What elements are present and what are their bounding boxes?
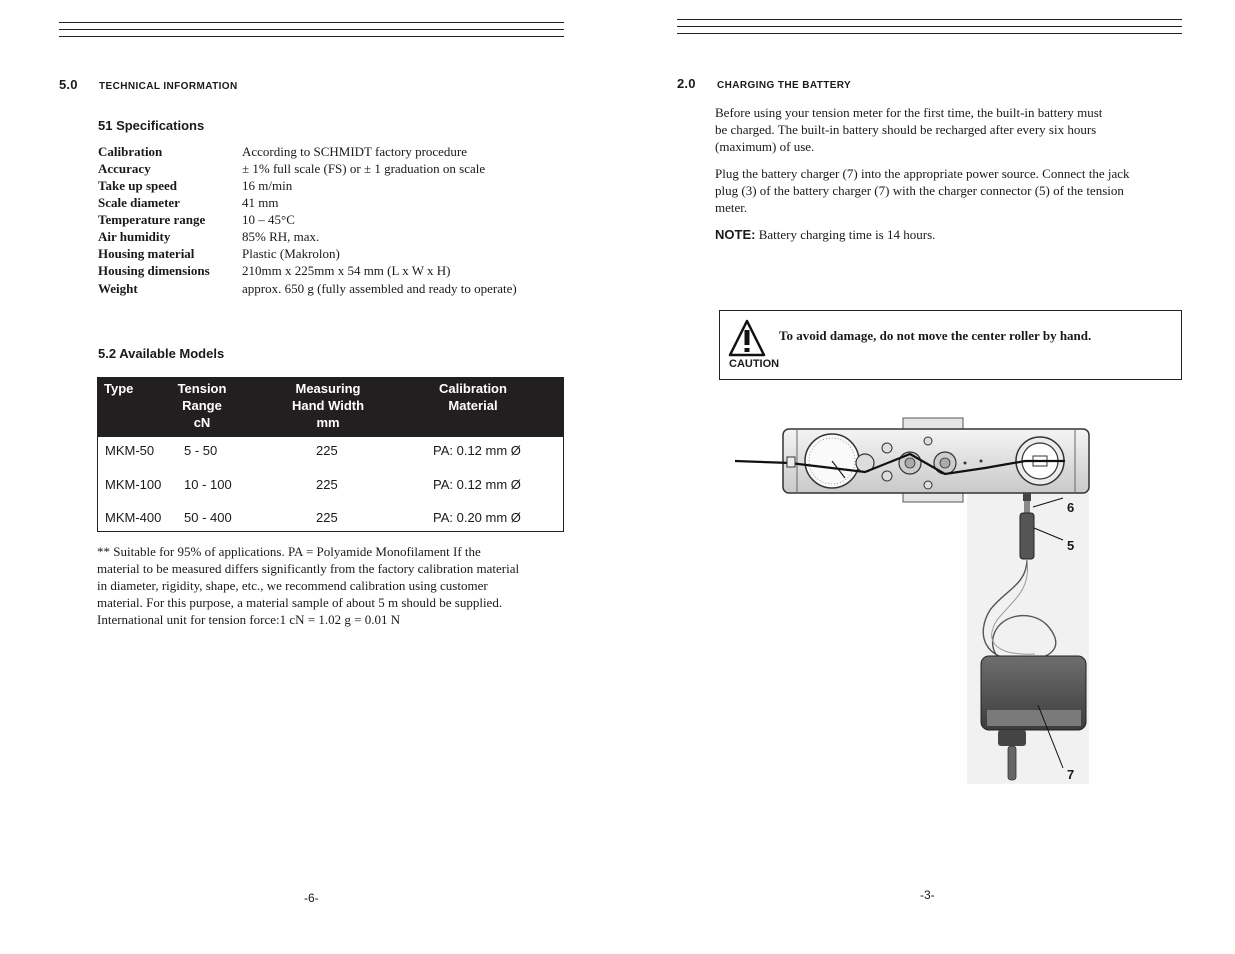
cell-material: PA: 0.12 mm Ø	[433, 443, 521, 458]
header-line: Type	[104, 381, 134, 396]
footnote-line: International unit for tension force:1 cN = 1.02 g = 0.01 N	[97, 612, 401, 627]
section-title: CHARGING THE BATTERY	[717, 80, 852, 91]
paragraph-line: (maximum) of use.	[715, 139, 815, 154]
spec-label: Take up speed	[98, 178, 177, 193]
spec-label: Accuracy	[98, 161, 151, 176]
paragraph-line: plug (3) of the battery charger (7) with the charger connector (5) of the tension	[715, 183, 1124, 198]
header-line: Tension	[177, 381, 227, 396]
spec-value: 16 m/min	[242, 178, 293, 193]
header-line: cN	[193, 415, 211, 430]
header-rule	[59, 29, 564, 30]
models-heading: 5.2 Available Models	[98, 346, 225, 361]
section-number: 5.0	[59, 77, 78, 92]
spec-label: Housing material	[98, 246, 195, 261]
callout-label: 5	[1067, 538, 1075, 553]
header-rule	[59, 22, 564, 23]
paragraph-line: Plug the battery charger (7) into the appropriate power source. Connect the jack	[715, 166, 1130, 181]
caution-box	[719, 310, 1182, 380]
caution-label: CAUTION	[729, 358, 780, 370]
spec-label: Housing dimensions	[98, 263, 210, 278]
cell-range: 5 - 50	[184, 443, 218, 458]
header-line: Calibration	[439, 381, 507, 396]
cell-type: MKM-50	[105, 443, 155, 458]
header-cell-hand-width	[273, 380, 383, 431]
spec-value: 210mm x 225mm x 54 mm (L x W x H)	[242, 263, 451, 278]
spec-value: 85% RH, max.	[242, 229, 320, 244]
cell-type: MKM-100	[105, 477, 162, 492]
section-heading	[677, 76, 851, 91]
section-heading	[59, 77, 238, 92]
cell-width: 225	[316, 510, 338, 525]
cell-range: 10 - 100	[184, 477, 232, 492]
cell-width: 225	[316, 443, 338, 458]
spec-value: 10 – 45°C	[242, 212, 295, 227]
caution-message: To avoid damage, do not move the center roller by hand.	[779, 328, 1092, 343]
models-table	[97, 377, 564, 532]
footnote-line: material. For this purpose, a material sample of about 5 m should be supplied.	[97, 595, 503, 610]
footnote-line: material to be measured differs significantly from the factory calibration material	[97, 561, 520, 576]
warning-triangle-icon	[727, 318, 767, 358]
spec-label: Temperature range	[98, 212, 206, 227]
footnote-line: ** Suitable for 95% of applications. PA = Polyamide Monofilament If the	[97, 544, 481, 559]
specs-heading: 51 Specifications	[98, 118, 205, 133]
paragraph	[715, 104, 1185, 155]
spec-value: approx. 650 g (fully assembled and ready to operate)	[242, 281, 517, 296]
section-number: 2.0	[677, 76, 696, 91]
header-cell-type	[104, 380, 133, 397]
paragraph	[715, 165, 1185, 216]
spec-label: Air humidity	[98, 229, 171, 244]
spec-label: Weight	[98, 281, 138, 296]
header-rule	[677, 26, 1182, 27]
note	[715, 226, 935, 243]
paragraph-line: Before using your tension meter for the first time, the built-in battery must	[715, 105, 1103, 120]
header-rule	[59, 36, 564, 37]
footnote	[97, 543, 567, 628]
spec-label: Scale diameter	[98, 195, 180, 210]
cell-range: 50 - 400	[184, 510, 232, 525]
spec-value: According to SCHMIDT factory procedure	[242, 144, 468, 159]
header-rule	[677, 33, 1182, 34]
section-title: TECHNICAL INFORMATION	[99, 81, 238, 92]
paragraph-line: be charged. The built-in battery should be recharged after every six hours	[715, 122, 1097, 137]
header-line: Hand Width	[291, 398, 365, 413]
spec-value: 41 mm	[242, 195, 279, 210]
header-line: mm	[316, 415, 340, 430]
header-line: Material	[448, 398, 498, 413]
cell-type: MKM-400	[105, 510, 162, 525]
cell-material: PA: 0.20 mm Ø	[433, 510, 521, 525]
header-cell-tension	[162, 380, 242, 431]
cell-material: PA: 0.12 mm Ø	[433, 477, 521, 492]
header-line: Measuring	[295, 381, 361, 396]
page-number: -6-	[304, 891, 319, 905]
tension-meter-illustration	[735, 410, 1095, 790]
spec-label: Calibration	[98, 144, 163, 159]
page-number: -3-	[920, 888, 935, 902]
table-header	[98, 378, 563, 437]
header-line: Range	[182, 398, 222, 413]
callout-label: 6	[1067, 500, 1075, 515]
callout-label: 7	[1067, 767, 1075, 782]
header-rule	[677, 19, 1182, 20]
paragraph-line: meter.	[715, 200, 748, 215]
header-cell-calibration	[418, 380, 528, 414]
note-label: NOTE:	[715, 227, 756, 242]
cell-width: 225	[316, 477, 338, 492]
spec-value: ± 1% full scale (FS) or ± 1 graduation on scale	[242, 161, 486, 176]
footnote-line: in diameter, rigidity, shape, etc., we recommend calibration using customer	[97, 578, 488, 593]
note-text: Battery charging time is 14 hours.	[758, 227, 936, 242]
spec-value: Plastic (Makrolon)	[242, 246, 340, 261]
